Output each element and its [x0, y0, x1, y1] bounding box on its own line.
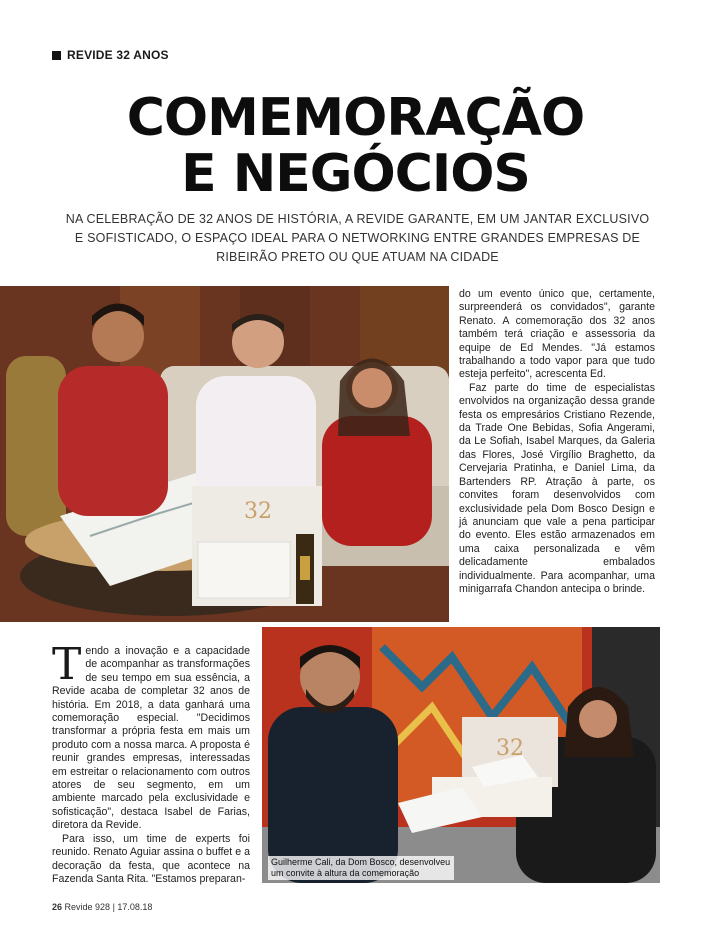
section-square-icon [52, 51, 61, 60]
left-paragraph-1-text: endo a inovação e a capacidade de acompanhar as transformações de seu tempo em sua essência, a Revide acaba de completar 32 anos de história. Em 2018, a data ganhará uma comemoração especial. "Decidimos transformar a própria festa em mais um produto com a nossa marca. A proposta é reunir grandes empresas, interessadas em estreitar o relacionamento com outros atores de seu segmento, em um ambiente marcado pela exclusividade e sofisticação", destaca Isabel de Farias, diretora da Revide. [52, 645, 250, 832]
right-column-text [459, 288, 655, 596]
headline-line-1: COMEMORAÇÃO [126, 88, 585, 148]
photo2-box-logo: 32 [496, 736, 524, 761]
page-footer [52, 902, 152, 912]
photo-three-people [0, 286, 449, 622]
left-paragraph-1 [52, 639, 250, 833]
photo1-box-logo: 32 [244, 499, 272, 524]
headline-line-2: E NEGÓCIOS [181, 144, 530, 204]
footer-issue-date: Revide 928 | 17.08.18 [64, 902, 153, 912]
left-column-text [52, 639, 250, 886]
right-paragraph-2: Faz parte do time de especialistas envolvidos na organização dessa grande festa os empresários Cristiano Rezende, da Trade One Bebidas, Sofia Angerami, da Le Sofiah, Isabel Marques, da Galeria das Flores, José Virgílio Braghetto, da Cervejaria Pratinha, e Daniel Lima, da Bartenders RP. Atração à parte, os convites foram desenvolvidos com exclusividade pela Dom Bosco Design e já anunciam que vale a pena participar do evento. Eles estão armazenados em uma caixa personalizada e vêm delicadamente embalados individualmente. Para acompanhar, uma minigarrafa Chandon antecipa o brinde. [459, 381, 655, 595]
section-tag-label: REVIDE 32 ANOS [67, 48, 169, 62]
page-number: 26 [52, 902, 63, 912]
section-tag [52, 48, 169, 62]
right-paragraph-1: do um evento único que, certamente, surpreenderá os convidados", garante Renato. A comemoração dos 32 anos também terá criação e assessoria da equipe de Ed Mendes. "Já estamos trabalhando a todo vapor para que tudo esteja perfeito", acrescenta Ed. [459, 288, 655, 381]
deck-subtitle: NA CELEBRAÇÃO DE 32 ANOS DE HISTÓRIA, A REVIDE GARANTE, EM UM JANTAR EXCLUSIVO E SOFISTICADO, O ESPAÇO IDEAL PARA O NETWORKING ENTRE GRANDES EMPRESAS DE RIBEIRÃO PRETO OU QUE ATUAM NA CIDADE [65, 212, 650, 264]
photo1-illustration [0, 286, 449, 622]
photo-invitation [262, 627, 660, 883]
drop-cap: T [52, 639, 82, 690]
photo2-caption: Guilherme Cali, da Dom Bosco, desenvolveu um convite à altura da comemoração [268, 856, 454, 880]
photo2-illustration [262, 627, 660, 883]
left-paragraph-2: Para isso, um time de experts foi reunido. Renato Aguiar assina o buffet e a decoração da festa, que acontece na Fazenda Santa Rita. "Estamos preparan- [52, 832, 250, 885]
